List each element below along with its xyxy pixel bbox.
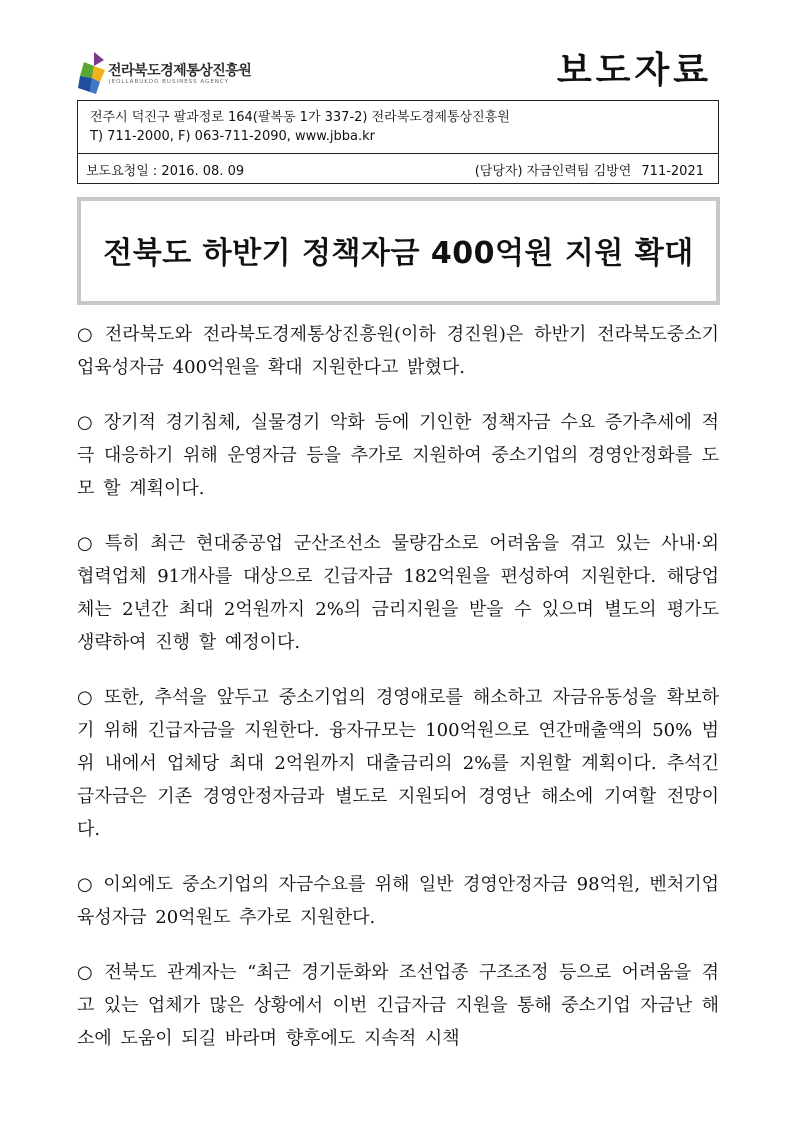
paragraph-1	[77, 318, 719, 384]
paragraph-3	[77, 527, 719, 659]
request-date: 보도요청일 : 2016. 08. 09	[86, 164, 245, 179]
paragraph-text: 이외에도 중소기업의 자금수요를 위해 일반 경영안정자금 98억원, 벤처기업육성자금 20억원도 추가로 지원한다.	[77, 874, 719, 928]
phone-fax-web: T) 711-2000, F) 063-711-2090, www.jbba.kr	[90, 129, 375, 144]
paragraph-text: 전라북도와 전라북도경제통상진흥원(이하 경진원)은 하반기 전라북도중소기업육성자금 400억원을 확대 지원한다고 밝혔다.	[77, 324, 719, 378]
paragraph-text: 특히 최근 현대중공업 군산조선소 물량감소로 어려움을 겪고 있는 사내·외 협력업체 91개사를 대상으로 긴급자금 182억원을 편성하여 지원한다. 해당업체는 2년간 최대 2억원까지 2%의 금리지원을 받을 수 있으며 별도의 평가도 생략하여 진행 할 예정이다.	[77, 533, 719, 653]
paragraph-text: 장기적 경기침체, 실물경기 악화 등에 기인한 정책자금 수요 증가추세에 적극 대응하기 위해 운영자금 등을 추가로 지원하여 중소기업의 경영안정화를 도모 할 계획이다.	[77, 412, 719, 499]
contact-phone: 711-2021	[641, 164, 704, 179]
headline: 전북도 하반기 정책자금 400억원 지원 확대	[103, 236, 694, 271]
document-type-heading: 보도자료	[556, 50, 712, 91]
contact-person: (담당자) 자금인력팀 김방연	[474, 164, 632, 179]
paragraph-2	[77, 406, 719, 505]
bullet-mark: ○	[77, 324, 95, 345]
address-block	[78, 101, 718, 154]
paragraph-text: 또한, 추석을 앞두고 중소기업의 경영애로를 해소하고 자금유동성을 확보하기 위해 긴급자금을 지원한다. 융자규모는 100억원으로 연간매출액의 50% 범위 내에서 업체당 최대 2억원까지 대출금리의 2%를 지원할 계획이다. 추석긴급자금은 기존 경영안정자금과 별도로 지원되어 경영난 해소에 기여할 전망이다.	[77, 687, 719, 840]
address: 전주시 덕진구 팔과정로 164(팔복동 1가 337-2) 전라북도경제통상진흥원	[90, 110, 510, 125]
org-logo	[78, 50, 268, 96]
bullet-mark: ○	[77, 533, 95, 554]
contact-person-block	[469, 160, 704, 179]
request-row	[78, 154, 718, 184]
bullet-mark: ○	[77, 962, 95, 983]
org-logo-icon	[78, 50, 108, 96]
paragraph-6	[77, 956, 719, 1055]
contact-info-box	[77, 100, 719, 184]
org-name: 전라북도경제통상진흥원	[108, 63, 252, 79]
bullet-mark: ○	[77, 874, 94, 895]
paragraph-5	[77, 868, 719, 934]
bullet-mark: ○	[77, 687, 95, 708]
bullet-mark: ○	[77, 412, 94, 433]
headline-box	[77, 197, 720, 305]
article-body	[77, 318, 719, 1077]
paragraph-4	[77, 681, 719, 846]
org-name-en: JEOLLABUKDO BUSINESS AGENCY	[109, 79, 230, 85]
paragraph-text: 전북도 관계자는 “최근 경기둔화와 조선업종 구조조정 등으로 어려움을 겪고 있는 업체가 많은 상황에서 이번 긴급자금 지원을 통해 중소기업 자금난 해소에 도움이 되길 바라며 향후에도 지속적 시책	[77, 962, 719, 1049]
